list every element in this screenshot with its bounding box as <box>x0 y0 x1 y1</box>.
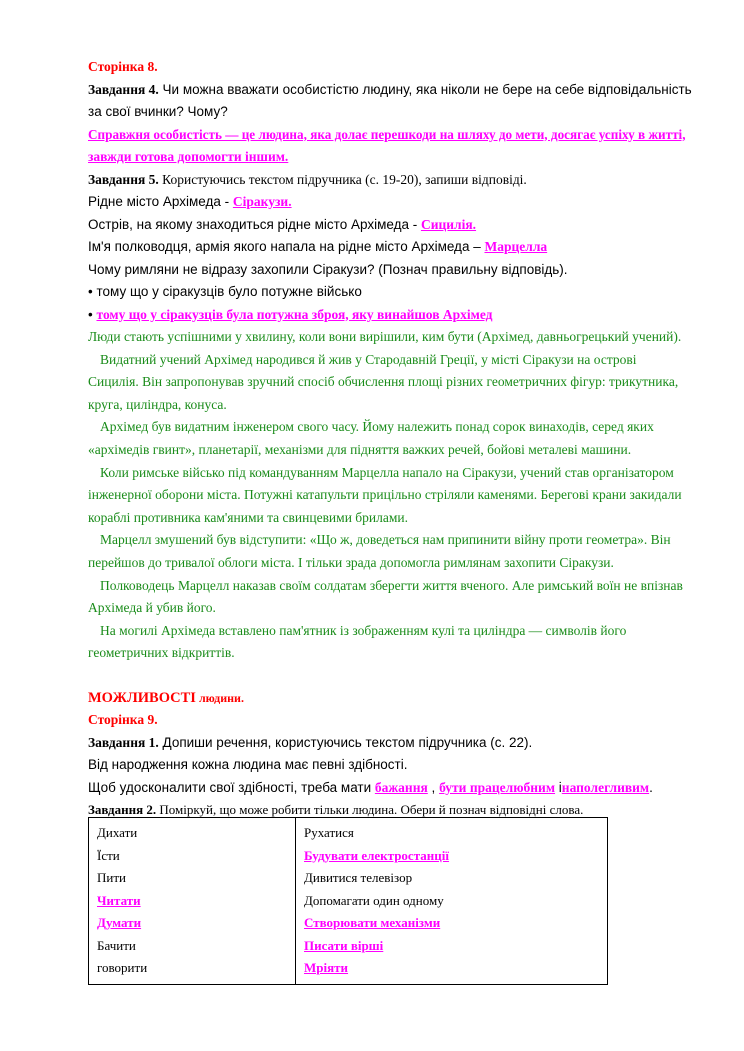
ability-item-selected: Думати <box>97 915 142 930</box>
task4-question-line1 <box>88 79 692 102</box>
task5-a1: Сіракузи. <box>232 194 292 209</box>
task1-answer-2: бути працелюбним <box>439 779 556 795</box>
task1-end: . <box>649 779 653 795</box>
task5-option2-answer: тому що у сіракузців була потужна зброя, яку винайшов Архімед <box>96 306 493 322</box>
task4-label: Завдання 4. <box>88 81 159 97</box>
ability-item: Пити <box>97 870 126 885</box>
task5-a2: Сицилія. <box>420 216 477 232</box>
story-paragraph: На могилі Архімеда вставлено пам'ятник із зображенням кулі та циліндра — символів його геометричних відкриттів. <box>88 622 627 661</box>
page-label-9: Сторінка 9. <box>88 712 158 728</box>
document-page <box>88 56 692 822</box>
story-paragraph: Коли римське військо під командуванням Марцелла напало на Сіракузи, учений став організатором інженерної оборони міста. Потужні катапульти прицільно стріляли каменями. Берегові крани закидали кораблі противника кам'яними та свинцевими брилами. <box>88 464 682 525</box>
archimedes-story <box>88 326 688 665</box>
task5-q3-text: Ім'я полководця, армія якого напала на рідне місто Архімеда – <box>88 239 485 254</box>
task1-header <box>88 732 688 755</box>
abilities-left-column <box>89 818 296 985</box>
task4-question-line2: за свої вчинки? Чому? <box>88 104 228 119</box>
ability-item: Дихати <box>97 825 138 840</box>
section2-title <box>88 687 688 710</box>
task1-line2 <box>88 777 688 800</box>
task4-answer-line1: Справжня особистість — це людина, яка долає перешкоди на шляху до мети, досягає успіху в житті, <box>88 126 686 142</box>
task5-header <box>88 169 688 192</box>
ability-item: Бачити <box>97 937 136 953</box>
story-paragraph: Видатний учений Архімед народився й жив у Стародавній Греції, у місті Сіракузи на острові Сицилія. Він запропонував зручний спосіб обчислення площі різних геометричних фігур: трикутника, круга, циліндра, конуса. <box>88 351 679 412</box>
task4-question-text: Чи можна вважати особистістю людину, яка ніколи не бере на себе відповідальність <box>158 81 692 97</box>
task1-label: Завдання 1. <box>88 734 159 750</box>
task5-option2 <box>88 304 688 327</box>
ability-item-selected: Писати вірші <box>304 937 384 953</box>
task1-line1: Від народження кожна людина має певні здібності. <box>88 757 408 773</box>
task5-q2 <box>88 214 688 237</box>
section2-title-rest: людини. <box>195 690 244 705</box>
task5-q1 <box>88 191 688 214</box>
task1-line2-prefix: Щоб удосконалити свої здібності, треба мати <box>88 779 375 795</box>
ability-item: Дивитися телевізор <box>304 870 413 885</box>
ability-item-selected: Мріяти <box>304 960 349 975</box>
task2-label: Завдання 2. <box>88 802 157 818</box>
task5-q2-text: Острів, на якому знаходиться рідне місто Архімеда - <box>88 216 421 232</box>
abilities-table <box>88 817 608 985</box>
task5-q4: Чому римляни не відразу захопили Сіракузи? (Познач правильну відповідь). <box>88 261 568 277</box>
task5-option1: • тому що у сіракузців було потужне військо <box>88 284 362 299</box>
story-paragraph: Люди стають успішними у хвилину, коли вони вирішили, ким бути (Архімед, давньогрецький учений). <box>88 329 682 344</box>
task1-answer-3: наполегливим <box>561 779 650 795</box>
ability-item: говорити <box>97 960 148 975</box>
task5-q1-text: Рідне місто Архімеда - <box>88 194 233 209</box>
ability-item: Рухатися <box>304 825 354 840</box>
story-paragraph: Марцелл змушений був відступити: «Що ж, доведеться нам припинити війну проти геометра». Він перейшов до тривалої облоги міста. І тільки зрада допомогла римлянам захопити Сіракузи. <box>88 532 671 570</box>
task2-instruction: Поміркуй, що може робити тільки людина. Обери й познач відповідні слова. <box>156 802 584 818</box>
ability-item: Допомагати один одному <box>304 892 444 908</box>
ability-item-selected: Створювати механізми <box>304 915 441 930</box>
ability-item-selected: Читати <box>97 892 141 908</box>
task5-q3 <box>88 236 688 259</box>
story-paragraph: Архімед був видатним інженером свого часу. Йому належить понад сорок винаходів, серед яких «архімедів гвинт», планетарії, механізми для підняття важких речей, бойові металеві машини. <box>88 419 654 457</box>
task5-label: Завдання 5. <box>88 171 159 187</box>
ability-item-selected: Будувати електростанції <box>304 847 449 863</box>
section2-title-caps: МОЖЛИВОСТІ <box>88 689 196 706</box>
task1-sep-1: , <box>427 779 440 795</box>
task5-a3: Марцелла <box>484 239 548 254</box>
task5-option2-bullet: • <box>88 306 97 322</box>
story-paragraph: Полководець Марцелл наказав своїм солдатам зберегти життя вченого. Але римський воїн не впізнав Архімеда й убив його. <box>88 577 683 616</box>
ability-item: Їсти <box>97 847 120 863</box>
abilities-right-column <box>296 818 608 985</box>
task1-answer-1: бажання <box>374 779 428 795</box>
task5-instruction: Користуючись текстом підручника (с. 19-20), запиши відповіді. <box>158 171 527 187</box>
task1-sep-2: і <box>555 779 562 795</box>
page-label-8: Сторінка 8. <box>88 59 158 74</box>
task4-answer-line2: завжди готова допомогти іншим. <box>88 149 289 164</box>
task1-instruction: Допиши речення, користуючись текстом підручника (с. 22). <box>158 734 533 750</box>
